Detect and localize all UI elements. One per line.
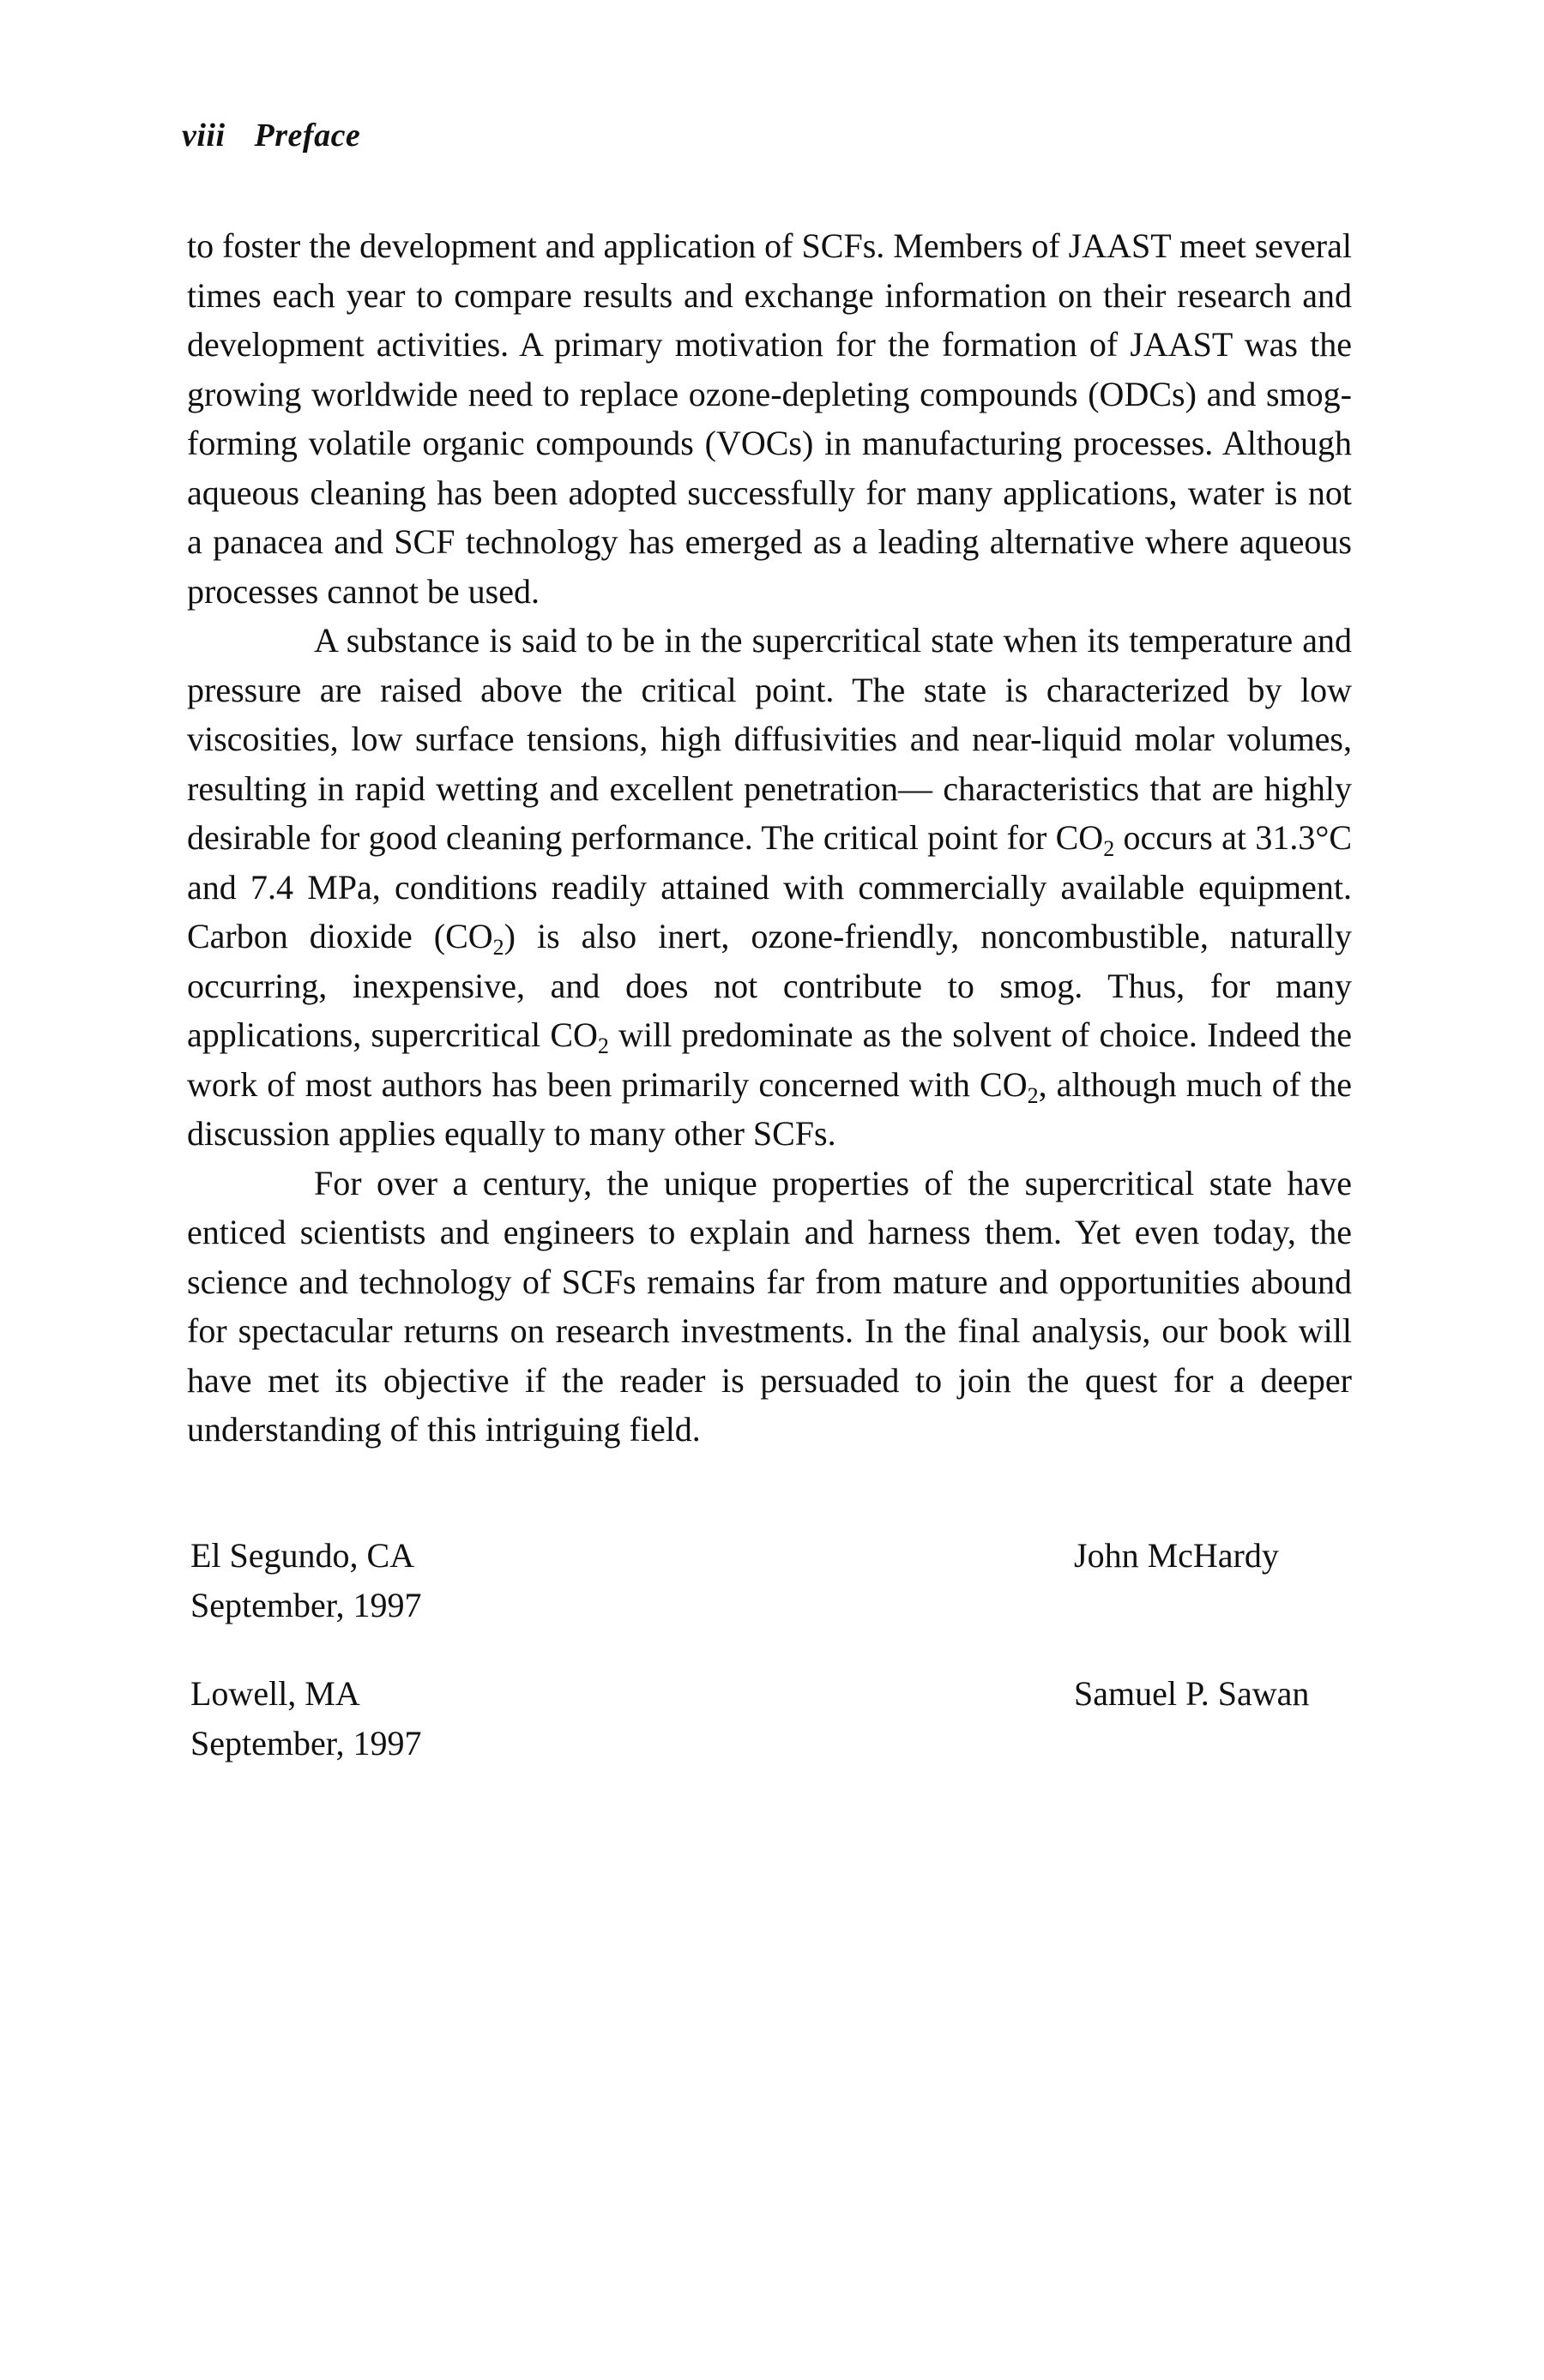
signature-location-1 [190, 1531, 421, 1630]
subscript: 2 [492, 935, 504, 960]
author-name: Samuel P. Sawan [1074, 1674, 1310, 1713]
text-run: will predominate as the solvent of choice. Indeed the work of most authors has been primarily concerned with CO [187, 1015, 1352, 1104]
author-name: John McHardy [1074, 1536, 1279, 1575]
paragraph-continued: to foster the development and application of SCFs. Members of JAAST meet several times each year to compare results and exchange information on their research and development activities. A primary motivation for the formation of JAAST was the growing worldwide need to replace ozone-depleting compounds (ODCs) and smog-forming volatile organic compounds (VOCs) in manufacturing processes. Although aqueous cleaning has been adopted successfully for many applications, water is not a panacea and SCF technology has emerged as a leading alternative where aqueous processes cannot be used. [187, 226, 1352, 611]
text-run: occurs at 31.3°C and 7.4 MPa, conditions readily attained with commercially available equipment. Carbon dioxide (CO [187, 818, 1353, 955]
subscript: 2 [597, 1033, 609, 1058]
signature-place: Lowell, MA [190, 1674, 360, 1713]
signature-date: September, 1997 [190, 1585, 422, 1624]
text-run: ) is also inert, ozone-friendly, noncombustible, naturally occurring, inexpensive, and does not contribute to smog. Thus, for many applications, supercritical CO [187, 917, 1353, 1054]
preface-body [187, 221, 1352, 1455]
subscript: 2 [1027, 1082, 1039, 1108]
text-run: A substance is said to be in the supercritical state when its temperature and pressure are raised above the critical point. The state is characterized by low viscosities, low surface tensions, high diffusivities and near-liquid molar volumes, resulting in rapid wetting and excellent penetration— characteristics that are highly desirable for good cleaning performance. The critical point for CO [187, 621, 1352, 857]
signature-author-1 [1074, 1531, 1279, 1581]
subscript: 2 [1103, 836, 1115, 861]
page-number: viii [182, 117, 226, 154]
paragraph-supercritical-state [187, 616, 1352, 1159]
paragraph-closing: For over a century, the unique properties of the supercritical state have enticed scientists and engineers to explain and harness them. Yet even today, the science and technology of SCFs remains far from mature and opportunities abound for spectacular returns on research investments. In the final analysis, our book will have met its objective if the reader is persuaded to join the quest for a deeper understanding of this intriguing field. [187, 1163, 1352, 1449]
signature-location-2 [190, 1669, 421, 1768]
signature-date: September, 1997 [190, 1723, 422, 1762]
signature-place: El Segundo, CA [190, 1536, 415, 1575]
section-title: Preface [254, 117, 361, 154]
text-run: , although much of the discussion applies equally to many other SCFs. [187, 1064, 1352, 1153]
running-head [182, 117, 360, 154]
signature-author-2 [1074, 1669, 1309, 1719]
